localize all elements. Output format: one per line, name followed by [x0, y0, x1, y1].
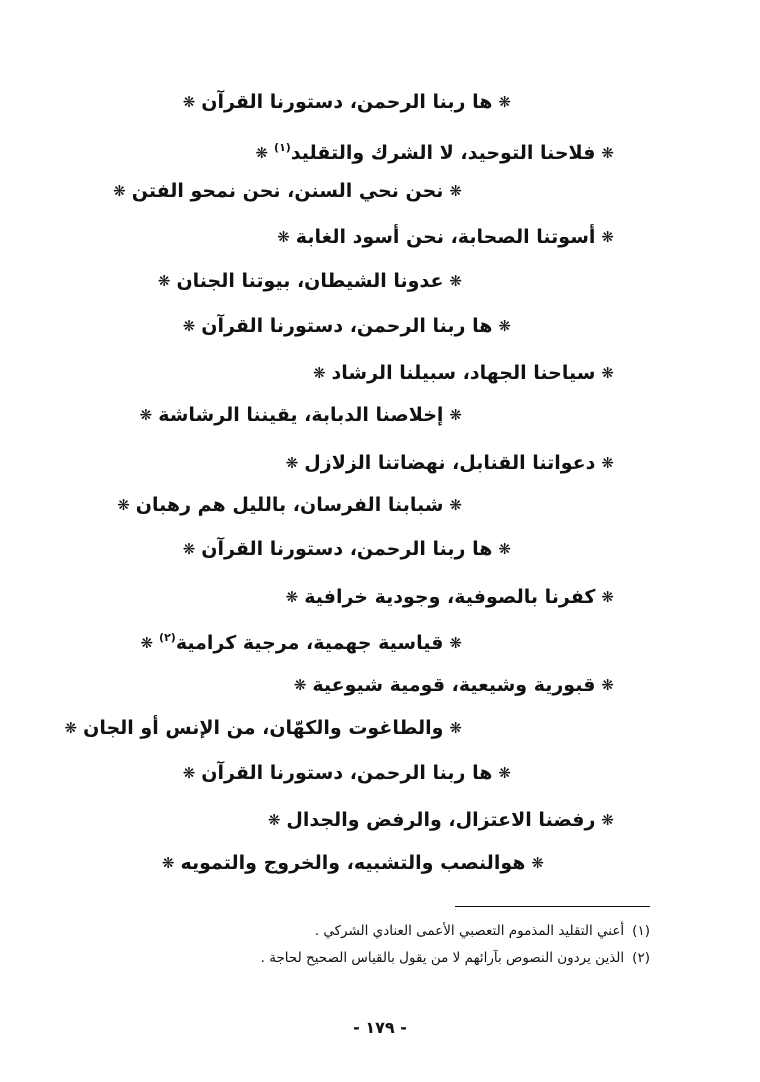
verse-line [271, 222, 620, 252]
star-ornament-icon: ❋ [498, 93, 511, 111]
footnote [261, 947, 650, 969]
verse-text: والطاغوت والكهّان، من الإنس أو الجان [83, 717, 444, 739]
verse-line [288, 670, 620, 700]
star-ornament-icon: ❋ [139, 406, 153, 424]
star-ornament-icon: ❋ [449, 406, 462, 424]
verse-text: سياحنا الجهاد، سبيلنا الرشاد [331, 362, 596, 384]
star-ornament-icon: ❋ [601, 364, 614, 382]
star-ornament-icon: ❋ [285, 588, 299, 606]
star-ornament-icon: ❋ [161, 854, 175, 872]
star-ornament-icon: ❋ [182, 93, 196, 111]
footnote-number: (٢) [632, 950, 650, 966]
star-ornament-icon: ❋ [449, 182, 462, 200]
star-ornament-icon: ❋ [117, 496, 130, 514]
verse-line [307, 358, 620, 388]
star-ornament-icon: ❋ [601, 144, 614, 162]
verse-text: ها ربنا الرحمن، دستورنا القرآن [201, 538, 493, 560]
verse-text: أسوتنا الصحابة، نحن أسود الغابة [295, 226, 596, 248]
footnote-ref: (٢) [159, 631, 176, 644]
verse-text: ها ربنا الرحمن، دستورنا القرآن [201, 315, 493, 337]
star-ornament-icon: ❋ [157, 272, 171, 290]
star-ornament-icon: ❋ [312, 364, 326, 382]
verse-text: هوالنصب والتشبيه، والخروج والتمويه [180, 852, 526, 874]
footnote [315, 920, 650, 942]
star-ornament-icon: ❋ [64, 719, 78, 737]
star-ornament-icon: ❋ [182, 317, 196, 335]
verse-line [111, 490, 468, 520]
verse-text: قبورية وشيعية، قومية شيوعية [312, 674, 596, 696]
footnote-ref: (١) [274, 141, 291, 154]
verse-line [152, 266, 468, 296]
verse-line [280, 448, 620, 478]
star-ornament-icon: ❋ [601, 676, 614, 694]
verse-line [156, 848, 550, 878]
verse-line [134, 623, 468, 653]
star-ornament-icon: ❋ [449, 719, 462, 737]
verse-line [280, 582, 620, 612]
verse-line [107, 176, 468, 206]
star-ornament-icon: ❋ [267, 811, 281, 829]
star-ornament-icon: ❋ [255, 144, 269, 162]
star-ornament-icon: ❋ [498, 764, 511, 782]
verse-line [177, 87, 517, 117]
star-ornament-icon: ❋ [293, 676, 307, 694]
verse-line [177, 534, 517, 564]
verse-line [134, 400, 468, 430]
verse-line [177, 758, 517, 788]
star-ornament-icon: ❋ [449, 272, 462, 290]
star-ornament-icon: ❋ [449, 496, 462, 514]
verse-text: دعواتنا القنابل، نهضاتنا الزلازل [304, 452, 596, 474]
verse-text: إخلاصنا الدبابة، يقيننا الرشاشة [158, 404, 444, 426]
star-ornament-icon: ❋ [182, 540, 196, 558]
star-ornament-icon: ❋ [277, 228, 290, 246]
verse-text: رفضنا الاعتزال، والرفض والجدال [286, 809, 596, 831]
star-ornament-icon: ❋ [498, 317, 511, 335]
footnote-text: أعني التقليد المذموم التعصبي الأعمى العنادي الشركي . [314, 923, 625, 939]
star-ornament-icon: ❋ [285, 454, 299, 472]
verse-text: شبابنا الفرسان، بالليل هم رهبان [135, 494, 444, 516]
star-ornament-icon: ❋ [531, 854, 544, 872]
footnote-number: (١) [632, 923, 650, 939]
footnote-text: الذين يردون النصوص بآرائهم لا من يقول بالقياس الصحيح لحاجة . [260, 950, 625, 966]
verse-text: كفرنا بالصوفية، وجودية خرافية [304, 586, 596, 608]
star-ornament-icon: ❋ [601, 454, 614, 472]
verse-line [59, 713, 468, 743]
verse-text: ها ربنا الرحمن، دستورنا القرآن [201, 762, 493, 784]
star-ornament-icon: ❋ [601, 811, 614, 829]
star-ornament-icon: ❋ [182, 764, 196, 782]
verse-text: قياسية جهمية، مرجية كرامية [175, 632, 444, 654]
star-ornament-icon: ❋ [113, 182, 126, 200]
star-ornament-icon: ❋ [140, 634, 154, 652]
verse-text: نحن نحي السنن، نحن نمحو الفتن [131, 180, 444, 202]
verse-text: فلاحنا التوحيد، لا الشرك والتقليد [290, 142, 596, 164]
verse-text: عدونا الشيطان، بيوتنا الجنان [176, 270, 444, 292]
star-ornament-icon: ❋ [601, 588, 614, 606]
star-ornament-icon: ❋ [601, 228, 614, 246]
star-ornament-icon: ❋ [498, 540, 511, 558]
star-ornament-icon: ❋ [449, 634, 462, 652]
verse-line [249, 133, 620, 163]
verse-text: ها ربنا الرحمن، دستورنا القرآن [201, 91, 493, 113]
footnote-separator [455, 906, 650, 907]
verse-line [262, 805, 620, 835]
verse-line [177, 311, 517, 341]
page-number: - ١٧٩ - [353, 1018, 407, 1037]
